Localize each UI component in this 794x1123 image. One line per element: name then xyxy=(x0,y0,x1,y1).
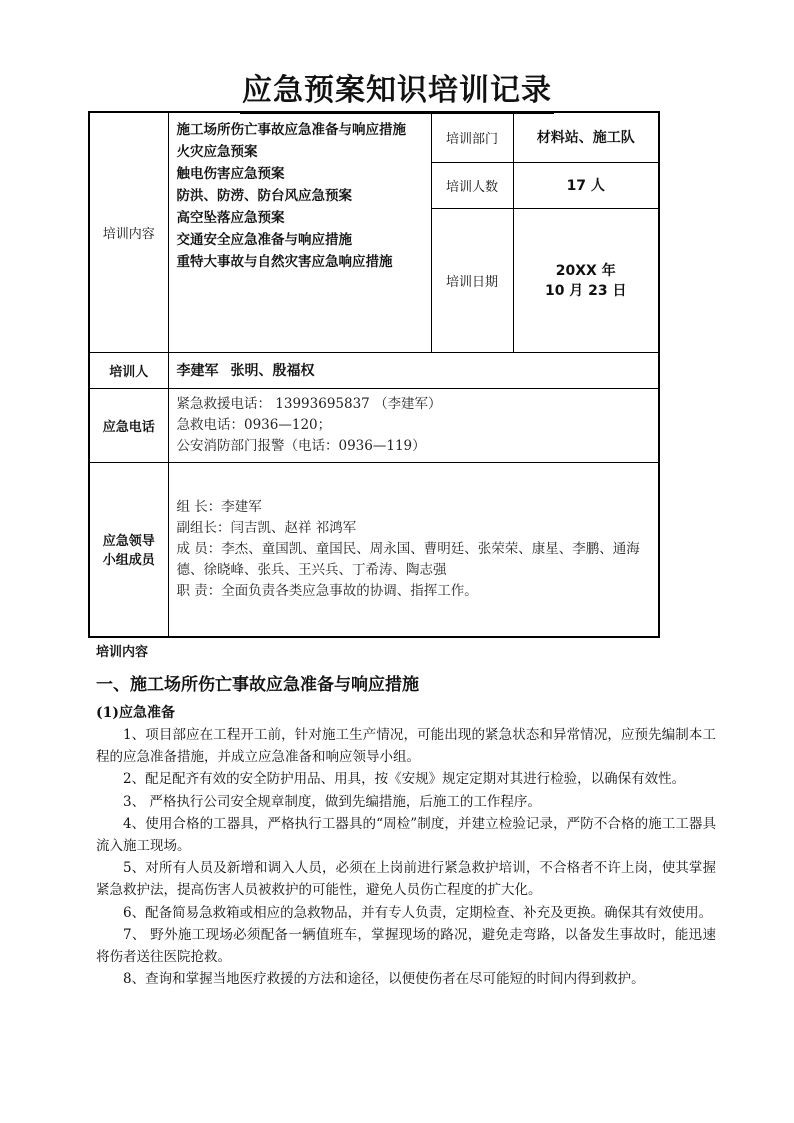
team-label-line: 小组成员 xyxy=(102,553,155,569)
phone-label: 应急电话 xyxy=(89,388,168,462)
team-members: 成 员：李杰、童国凯、童国民、周永国、曹明廷、张荣荣、康星、李鹏、通海德、徐晓峰、张兵、王兴兵、丁希涛、陶志强 xyxy=(176,540,640,578)
date-label: 培训日期 xyxy=(431,208,513,352)
section-subheading: (1)应急准备 xyxy=(96,705,175,721)
trainer-value xyxy=(168,352,659,388)
paragraph: 5、对所有人员及新增和调入人员，必须在上岗前进行紧急救护培训，不合格者不许上岗，使其掌握紧急救护法，提高伤害人员被救护的可能性，避免人员伤亡程度的扩大化。 xyxy=(96,860,716,899)
content-list-cell xyxy=(168,112,431,352)
trainer-others: 张明、殷福权 xyxy=(230,363,315,379)
paragraph: 7、 野外施工现场必须配备一辆值班车，掌握现场的路况，避免走弯路，以备发生事故时，能迅速将伤者送往医院抢救。 xyxy=(96,926,716,966)
date-line-year: 20XX 年 xyxy=(555,263,616,279)
paragraph: 2、配足配齐有效的安全防护用品、用具，按《安规》规定定期对其进行检验，以确保有效性。 xyxy=(123,771,686,788)
phones-cell xyxy=(168,388,659,462)
team-duty: 职 责：全面负责各类应急事故的协调、指挥工作。 xyxy=(176,582,478,599)
content-item: 火灾应急预案 xyxy=(176,144,258,160)
section-body xyxy=(96,724,716,990)
content-item: 触电伤害应急预案 xyxy=(176,166,285,182)
dept-value: 材料站、施工队 xyxy=(513,112,659,162)
count-label: 培训人数 xyxy=(431,162,513,208)
dept-label: 培训部门 xyxy=(431,112,513,162)
date-line-day: 10 月 23 日 xyxy=(544,283,627,299)
phone-line: 公安消防部门报警（电话：0936—119） xyxy=(176,437,426,454)
trainer-primary: 李建军 xyxy=(176,363,219,379)
content-label-cell: 培训内容 xyxy=(89,112,168,352)
paragraph: 4、使用合格的工器具，严格执行工器具的“周检”制度，并建立检验记录，严防不合格的施工工器具流入施工现场。 xyxy=(96,815,716,855)
content-item: 高空坠落应急预案 xyxy=(176,210,285,226)
content-item: 施工场所伤亡事故应急准备与响应措施 xyxy=(176,122,406,138)
content-item: 重特大事故与自然灾害应急响应措施 xyxy=(176,254,393,270)
phone-line: 紧急救援电话： 13993695837 （李建军） xyxy=(176,395,442,412)
section-label: 培训内容 xyxy=(96,645,149,660)
page-title: 应急预案知识培训记录 xyxy=(0,72,794,114)
team-deputy: 副组长：闫吉凯、赵祥 祁鸿军 xyxy=(176,519,357,536)
team-label xyxy=(89,462,168,637)
section-heading: 一、施工场所伤亡事故应急准备与响应措施 xyxy=(96,675,419,695)
training-record-table xyxy=(88,111,660,638)
team-label-line: 应急领导 xyxy=(102,534,155,550)
paragraph: 3、 严格执行公司安全规章制度，做到先编措施，后施工的工作程序。 xyxy=(123,793,541,810)
trainer-label: 培训人 xyxy=(89,352,168,388)
content-item: 交通安全应急准备与响应措施 xyxy=(176,232,352,248)
paragraph: 8、查询和掌握当地医疗救援的方法和途径，以便使伤者在尽可能短的时间内得到救护。 xyxy=(123,971,645,988)
content-item: 防洪、防涝、防台风应急预案 xyxy=(176,188,352,204)
count-value: 17 人 xyxy=(513,162,659,208)
paragraph: 1、项目部应在工程开工前，针对施工生产情况，可能出现的紧急状态和异常情况，应预先编制本工程的应急准备措施，并成立应急准备和响应领导小组。 xyxy=(96,727,716,766)
phone-line: 急救电话：0936—120； xyxy=(176,416,332,433)
team-members-cell xyxy=(168,462,659,637)
date-value xyxy=(513,208,659,352)
team-leader: 组 长：李建军 xyxy=(176,498,262,515)
paragraph: 6、配备简易急救箱或相应的急救物品，并有专人负责，定期检查、补充及更换。确保其有效使用。 xyxy=(123,904,713,921)
